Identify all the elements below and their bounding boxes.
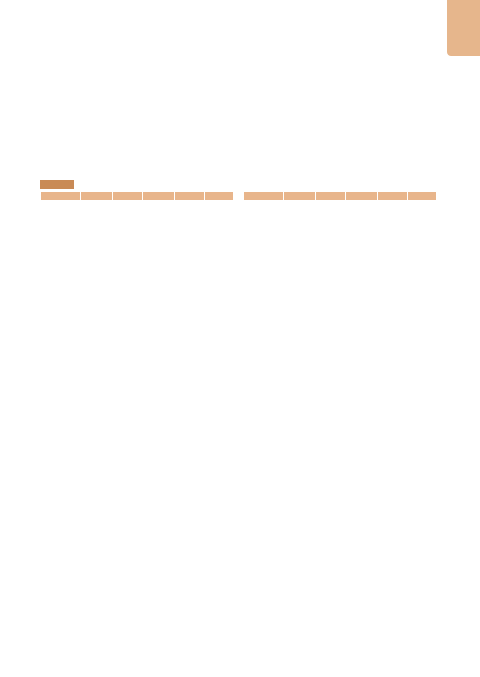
col-overall-length — [346, 192, 378, 201]
col-code — [41, 192, 81, 201]
material-header-row — [40, 613, 433, 632]
from-label — [40, 180, 74, 189]
col-code — [244, 192, 284, 201]
col-dia — [81, 192, 113, 201]
col-length-of-cut — [316, 192, 346, 201]
table-header-row — [244, 192, 437, 201]
side-index — [447, 0, 480, 677]
col-classification — [205, 192, 234, 201]
col-length-of-cut — [113, 192, 143, 201]
spec-table-right — [243, 191, 437, 201]
col-classification — [408, 192, 437, 201]
col-shank-dia — [378, 192, 408, 201]
section-tab-drills[interactable] — [447, 0, 480, 56]
table-header-row — [41, 192, 234, 201]
material-suitability-table — [40, 613, 433, 651]
col-dia — [284, 192, 316, 201]
col-shank-dia — [175, 192, 205, 201]
col-overall-length — [143, 192, 175, 201]
spec-table-left — [40, 191, 234, 201]
material-mark-row — [40, 632, 433, 651]
